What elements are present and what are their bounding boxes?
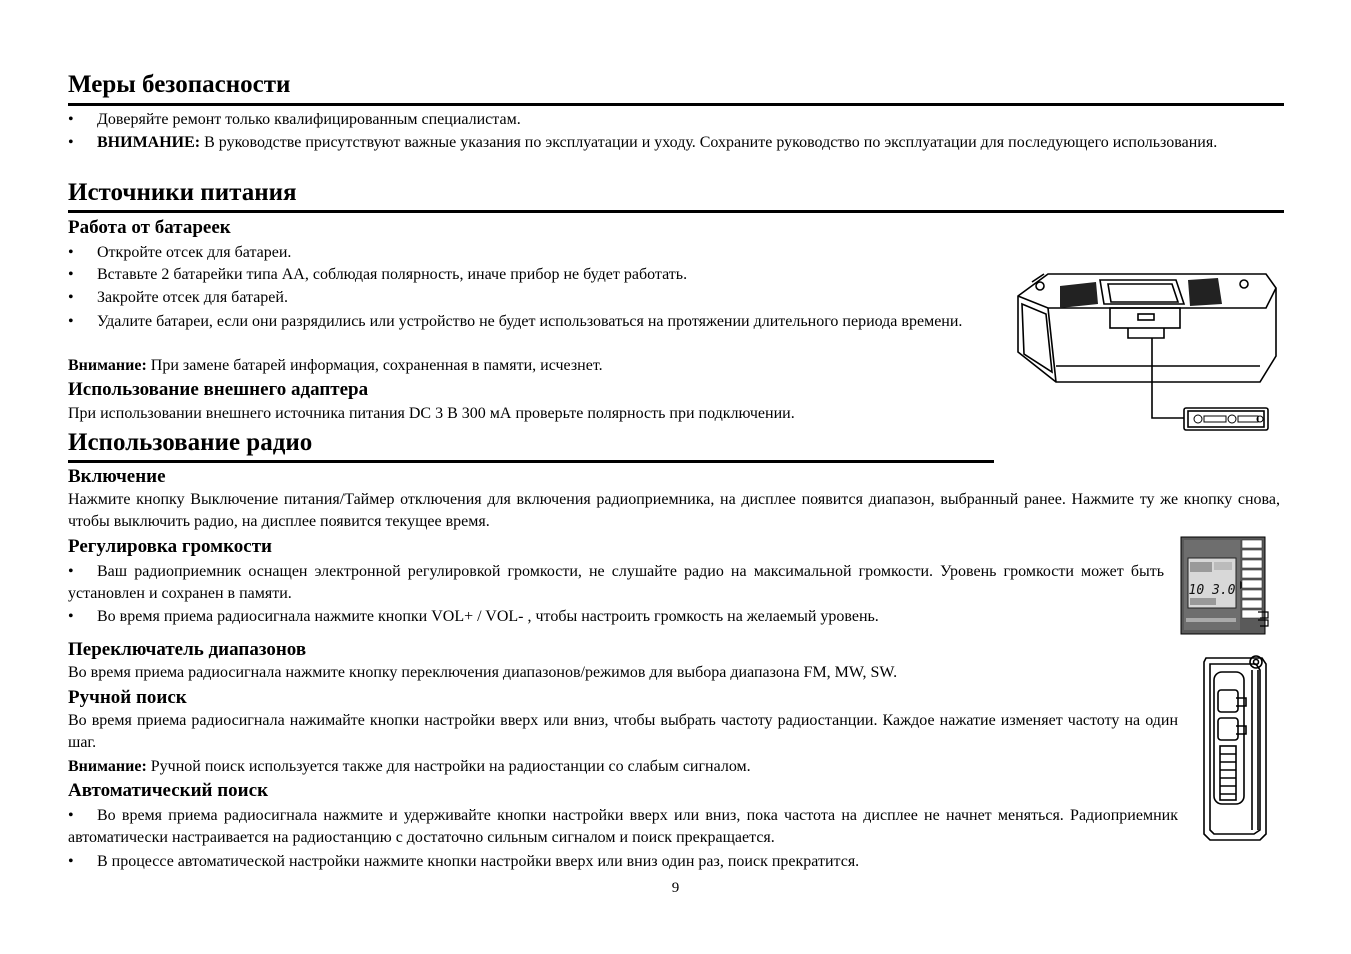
battery-note: Внимание: При замене батарей информация, сохраненная в памяти, исчезнет. — [68, 357, 603, 374]
band-text: Во время приема радиосигнала нажмите кнопку переключения диапазонов/режимов для выбора диапазона FM, MW, SW. — [68, 664, 898, 681]
display-frequency: 10 3.0 — [1188, 583, 1236, 598]
subheading-adapter: Использование внешнего адаптера — [68, 379, 369, 400]
bullet-icon: • — [68, 111, 74, 128]
bullet-icon: • — [68, 266, 74, 283]
manual-text: Во время приема радиосигнала нажимайте кнопки настройки вверх или вниз, чтобы выбрать частоту радиостанции. Каждое нажатие изменяет частоту на один шаг. — [68, 712, 1178, 751]
list-item: • Удалите батареи, если они разрядились или устройство не будет использоваться на протяжении длительного периода времени. — [68, 311, 990, 333]
bullet-icon: • — [68, 807, 74, 824]
front-panel-illustration — [1180, 536, 1272, 636]
heading-power: Источники питания — [68, 179, 297, 206]
bullet-icon: • — [68, 134, 74, 151]
side-panel-illustration — [1196, 650, 1272, 844]
bullet-icon: • — [68, 313, 74, 330]
heading-safety: Меры безопасности — [68, 71, 291, 98]
subheading-battery: Работа от батареек — [68, 217, 231, 238]
bullet-icon: • — [68, 289, 74, 306]
bullet-icon: • — [68, 608, 74, 625]
adapter-text: При использовании внешнего источника питания DC 3 В 300 мА проверьте полярность при подключении. — [68, 405, 795, 422]
heading-rule — [68, 103, 1284, 106]
manual-note: Внимание: Ручной поиск используется также для настройки на радиостанции со слабым сигналом. — [68, 758, 751, 775]
heading-rule — [68, 460, 994, 463]
bullet-icon: • — [68, 244, 74, 261]
heading-rule — [68, 210, 1284, 213]
heading-radio: Использование радио — [68, 429, 313, 456]
subheading-auto: Автоматический поиск — [68, 780, 269, 801]
subheading-manual: Ручной поиск — [68, 687, 187, 708]
battery-compartment-illustration — [1008, 268, 1278, 436]
subheading-band: Переключатель диапазонов — [68, 639, 307, 660]
list-item: • ВНИМАНИЕ: В руководстве присутствуют важные указания по эксплуатации и уходу. Сохраните руководство по эксплуатации для последующего использования. — [68, 132, 1280, 154]
list-item: • Во время приема радиосигнала нажмите кнопки VOL+ / VOL- , чтобы настроить громкость на желаемый уровень. — [68, 606, 1164, 628]
list-item: • Доверяйте ремонт только квалифицированным специалистам. — [68, 109, 1280, 131]
list-item: • Во время приема радиосигнала нажмите и удерживайте кнопки настройки вверх или вниз, пока частота на дисплее не начнет меняться. Радиоприемник автоматически настраивается на радиостанцию с достаточно сильным сигналом и поиск прекращается. — [68, 807, 1178, 846]
list-item: • Вставьте 2 батарейки типа АА, соблюдая полярность, иначе прибор не будет работать. — [68, 264, 990, 286]
bullet-icon: • — [68, 853, 74, 870]
list-item: • В процессе автоматической настройки нажмите кнопки настройки вверх или вниз один раз, поиск прекратится. — [68, 851, 1178, 873]
warning-label: ВНИМАНИЕ: — [97, 134, 201, 151]
bullet-icon: • — [68, 563, 74, 580]
list-item: • Откройте отсек для батареи. — [68, 242, 990, 264]
power-on-text: Нажмите кнопку Выключение питания/Таймер отключения для включения радиоприемника, на дисплее появится диапазон, выбранный ранее. Нажмите ту же кнопку снова, чтобы выключить радио, на дисплее появится текущее время. — [68, 491, 1280, 530]
subheading-power-on: Включение — [68, 466, 166, 487]
list-item: • Ваш радиоприемник оснащен электронной регулировкой громкости, не слушайте радио на максимальной громкости. Уровень громкости может быть установлен и сохранен в памяти. — [68, 563, 1164, 602]
subheading-volume: Регулировка громкости — [68, 536, 272, 557]
page-number: 9 — [671, 880, 680, 896]
list-item: • Закройте отсек для батарей. — [68, 287, 990, 309]
